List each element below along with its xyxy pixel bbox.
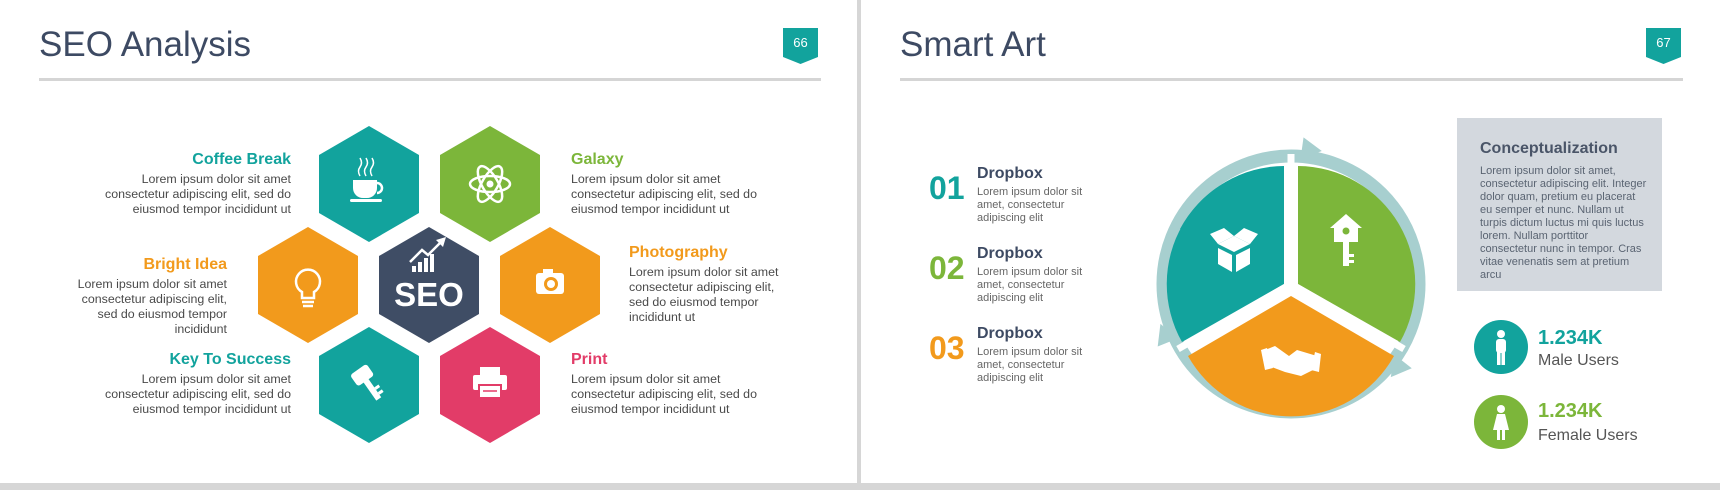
item-heading: Galaxy	[571, 151, 624, 168]
title-divider	[900, 78, 1683, 81]
cycle-diagram	[1151, 134, 1451, 434]
item-photography	[629, 244, 789, 325]
concept-title: Conceptualization	[1480, 140, 1618, 157]
slide-smart-art	[861, 0, 1720, 483]
list-text: Lorem ipsum dolor sit amet, consectetur adipiscing elit	[977, 346, 1083, 384]
stat-value: 1.234K	[1538, 400, 1603, 422]
list-title: Dropbox	[977, 165, 1043, 182]
item-text: Lorem ipsum dolor sit amet consectetur adipiscing elit, sed do eiusmod tempor incididunt ut	[105, 172, 291, 216]
list-text: Lorem ipsum dolor sit amet, consectetur adipiscing elit	[977, 266, 1083, 304]
item-text: Lorem ipsum dolor sit amet consectetur adipiscing elit, sed do eiusmod tempor incididunt ut	[571, 172, 757, 216]
stat-value: 1.234K	[1538, 327, 1603, 349]
seo-center-label: SEO	[394, 276, 464, 313]
item-print	[571, 351, 771, 417]
concept-card	[1457, 118, 1662, 291]
male-user-badge	[1474, 320, 1528, 374]
item-key-to-success	[80, 351, 291, 417]
item-heading: Photography	[629, 244, 728, 261]
slide-seo-analysis	[0, 0, 857, 483]
page-number-badge	[1646, 28, 1681, 64]
list-number: 02	[929, 250, 965, 286]
list-number: 01	[929, 170, 965, 206]
page-number: 67	[1656, 35, 1671, 50]
item-text: Lorem ipsum dolor sit amet consectetur adipiscing elit, sed do eiusmod tempor incididunt	[77, 277, 227, 336]
item-heading: Bright Idea	[143, 256, 227, 273]
list-title: Dropbox	[977, 245, 1043, 262]
female-user-badge	[1474, 395, 1528, 449]
concept-text: Lorem ipsum dolor sit amet, consectetur adipiscing elit. Integer dolor quam, pretium eu placerat eu semper et nunc. Nullam ut turpis dictum luctus mi quis luctus lorem. Nullam porttitor consectetur nunc in tempor. Cras vitae venenatis sem at pretium arcu	[1480, 165, 1647, 281]
female-icon	[1474, 395, 1528, 449]
item-text: Lorem ipsum dolor sit amet consectetur adipiscing elit, sed do eiusmod tempor incididunt ut	[105, 372, 291, 416]
list-number: 03	[929, 330, 965, 366]
page-title: SEO Analysis	[39, 25, 252, 64]
item-text: Lorem ipsum dolor sit amet consectetur adipiscing elit, sed do eiusmod tempor incididunt ut	[571, 372, 757, 416]
stat-label: Male Users	[1538, 352, 1619, 369]
page-number: 66	[793, 35, 808, 50]
page-title: Smart Art	[900, 25, 1046, 64]
item-heading: Key To Success	[169, 351, 291, 368]
item-coffee-break	[80, 151, 291, 217]
item-heading: Coffee Break	[192, 151, 291, 168]
male-icon	[1474, 320, 1528, 374]
hexagon-bright-idea[interactable]	[258, 227, 358, 343]
item-galaxy	[571, 151, 771, 217]
item-heading: Print	[571, 351, 608, 368]
item-bright-idea	[68, 256, 227, 337]
list-title: Dropbox	[977, 325, 1043, 342]
stat-label: Female Users	[1538, 427, 1638, 444]
list-text: Lorem ipsum dolor sit amet, consectetur adipiscing elit	[977, 186, 1083, 224]
item-text: Lorem ipsum dolor sit amet consectetur adipiscing elit, sed do eiusmod tempor incididunt ut	[629, 265, 779, 324]
